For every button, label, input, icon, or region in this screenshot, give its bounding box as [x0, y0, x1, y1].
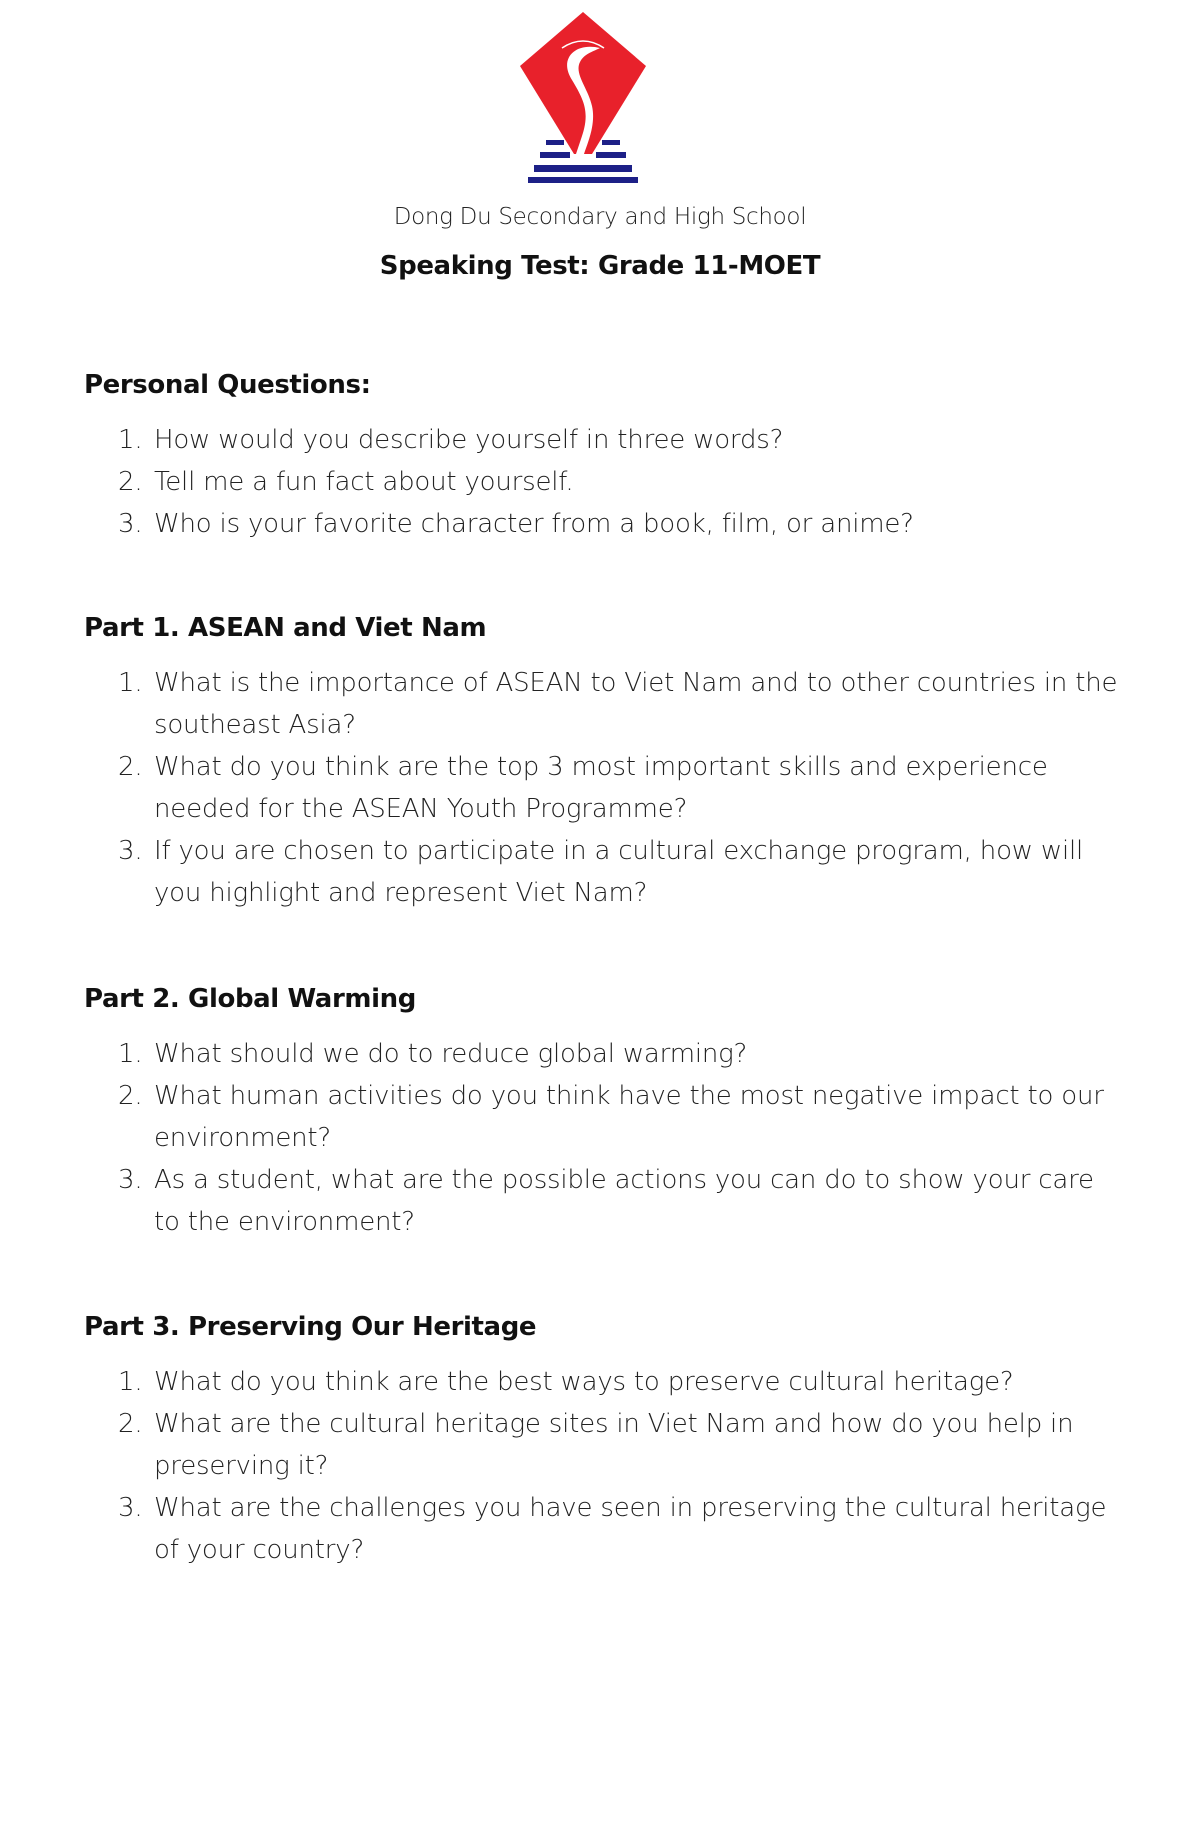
question-list [84, 662, 1124, 914]
question-number: 2. [118, 1081, 143, 1111]
question-text: How would you describe yourself in three words? [154, 425, 784, 455]
section-personal-questions [84, 369, 1124, 545]
question-text: What should we do to reduce global warming? [154, 1039, 748, 1069]
list-item [84, 503, 1124, 545]
question-number: 2. [118, 467, 143, 497]
question-text: What do you think are the best ways to preserve cultural heritage? [154, 1367, 1014, 1397]
question-text: As a student, what are the possible actions you can do to show your care to the environment? [154, 1165, 1094, 1237]
school-logo [496, 8, 670, 184]
question-number: 2. [118, 752, 143, 782]
section-part-1 [84, 612, 1124, 914]
list-item [84, 746, 1124, 830]
list-item [84, 1033, 1124, 1075]
question-text: What human activities do you think have the most negative impact to our environment? [154, 1081, 1104, 1153]
list-item [84, 1159, 1124, 1243]
question-text: Who is your favorite character from a book, film, or anime? [154, 509, 914, 539]
school-name: Dong Du Secondary and High School [393, 204, 807, 230]
page-title: Speaking Test: Grade 11-MOET [379, 251, 821, 281]
list-item [84, 662, 1124, 746]
list-item [84, 830, 1124, 914]
question-number: 3. [118, 509, 143, 539]
question-number: 3. [118, 1165, 143, 1195]
question-list [84, 1033, 1124, 1243]
list-item [84, 461, 1124, 503]
question-text: What are the cultural heritage sites in Viet Nam and how do you help in preserving it? [154, 1409, 1074, 1481]
question-number: 3. [118, 1493, 143, 1523]
list-item [84, 419, 1124, 461]
list-item [84, 1403, 1124, 1487]
question-list [84, 419, 1124, 545]
question-number: 1. [118, 1039, 143, 1069]
school-logo-icon [496, 8, 670, 184]
question-list [84, 1361, 1124, 1571]
question-number: 1. [118, 425, 143, 455]
list-item [84, 1075, 1124, 1159]
list-item [84, 1487, 1124, 1571]
question-text: What is the importance of ASEAN to Viet Nam and to other countries in the southeast Asia? [154, 668, 1118, 740]
section-part-3 [84, 1311, 1124, 1571]
section-heading: Part 1. ASEAN and Viet Nam [84, 613, 487, 643]
section-heading: Part 3. Preserving Our Heritage [84, 1312, 537, 1342]
question-text: If you are chosen to participate in a cultural exchange program, how will you highlight and represent Viet Nam? [154, 836, 1084, 908]
question-number: 3. [118, 836, 143, 866]
question-number: 1. [118, 1367, 143, 1397]
list-item [84, 1361, 1124, 1403]
question-text: What are the challenges you have seen in preserving the cultural heritage of your country? [154, 1493, 1107, 1565]
question-text: Tell me a fun fact about yourself. [154, 467, 574, 497]
question-text: What do you think are the top 3 most important skills and experience needed for the ASEAN Youth Programme? [154, 752, 1048, 824]
section-heading: Personal Questions: [84, 370, 371, 400]
question-number: 1. [118, 668, 143, 698]
section-heading: Part 2. Global Warming [84, 984, 416, 1014]
section-part-2 [84, 983, 1124, 1243]
question-number: 2. [118, 1409, 143, 1439]
